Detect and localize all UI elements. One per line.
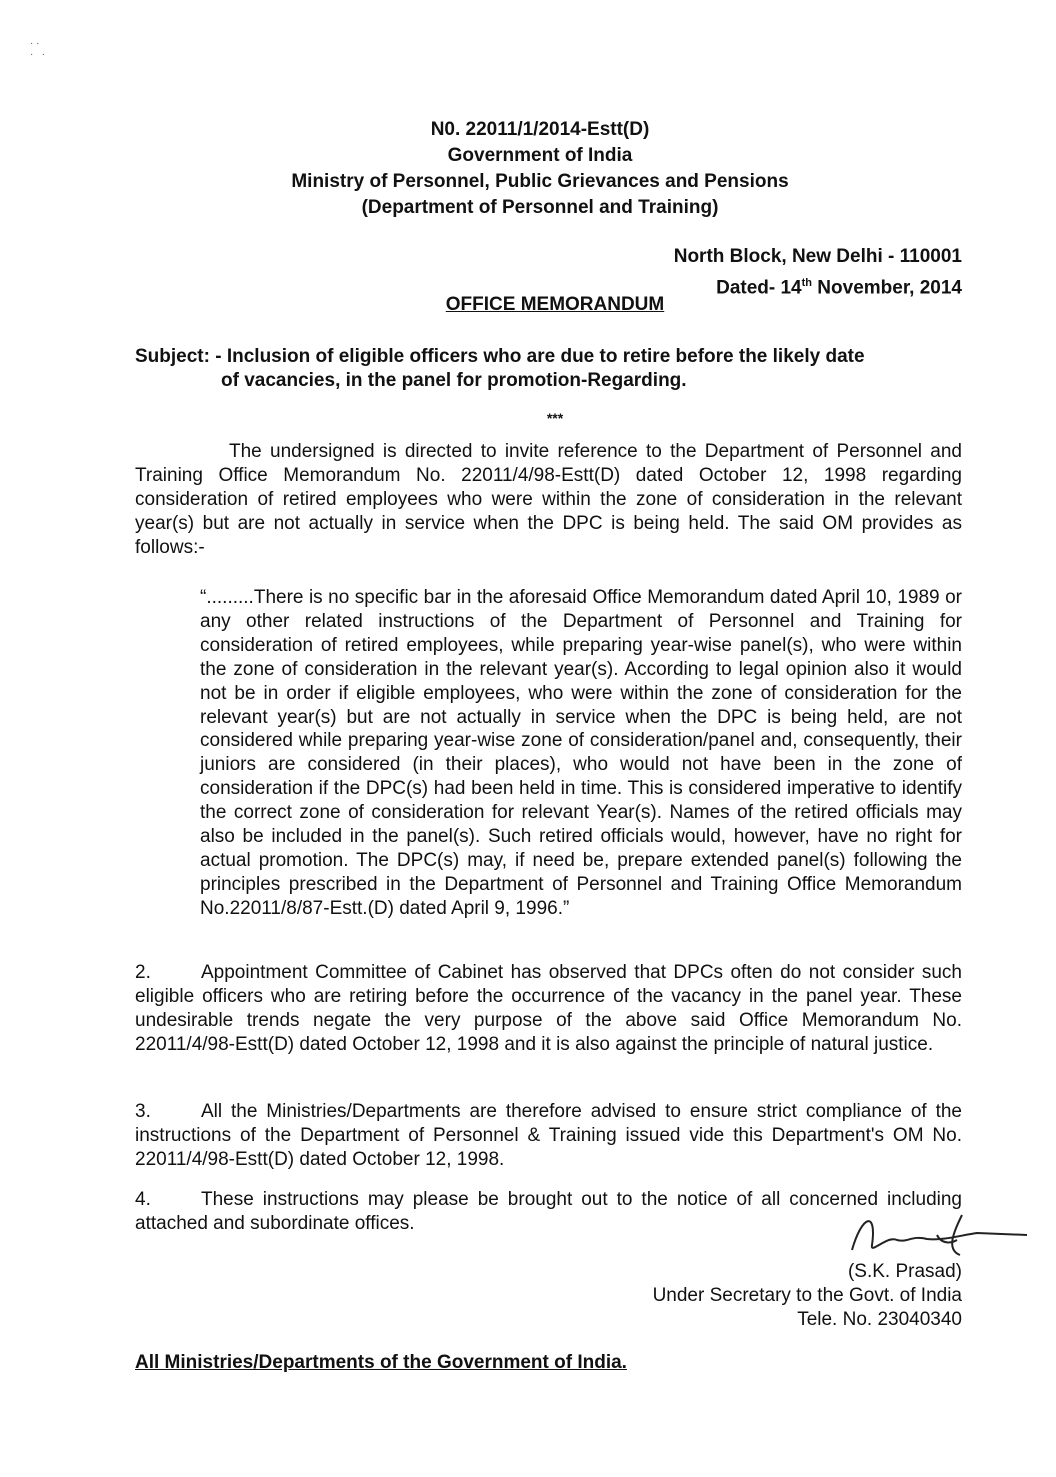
addressee: All Ministries/Departments of the Government of India. — [135, 1352, 627, 1373]
signature-image — [842, 1205, 1032, 1265]
place-date — [674, 244, 962, 301]
signature-block — [653, 1260, 962, 1332]
quoted-text: “.........There is no specific bar in the aforesaid Office Memorandum dated April 10, 1989 or any other related instructions of the Department of Personnel and Training for consideration of retired employees, while preparing year-wise panel(s), who were within the zone of consideration in the relevant year(s). According to legal opinion also it would not be in order if eligible employees, who were within the zone of consideration for the relevant year(s) but are not actually in service when the DPC is being held, are not considered while preparing year-wise zone of consideration/panel and, consequently, their juniors are considered (in their places), who would not have been in the zone of consideration if the DPC(s) had been held in time. This is considered imperative to identify the correct zone of consideration for relevant Year(s). Names of the retired officials may also be included in the panel(s). Such retired officials would, however, have no right for actual promotion. The DPC(s) may, if need be, prepare extended panel(s) following the principles prescribed in the Department of Personnel and Training Office Memorandum No.22011/8/87-Estt.(D) dated April 9, 1996.” — [200, 587, 962, 919]
place: North Block, New Delhi - 110001 — [673, 246, 962, 267]
signatory-designation: Under Secretary to the Govt. of India — [652, 1285, 962, 1306]
letterhead — [0, 117, 1056, 221]
scan-specks: · · · · — [30, 38, 45, 60]
paragraph-1: The undersigned is directed to invite reference to the Department of Personnel and Training Office Memorandum No. 22011/4/98-Estt(D) dated October 12, 1998 regarding consideration of retired employees who were within the zone of consideration in the relevant year(s) but are not actually in service when the DPC is being held. The said OM provides as follows:- — [135, 441, 962, 558]
department: (Department of Personnel and Training) — [361, 197, 719, 218]
paragraph-4: 4. These instructions may please be brought out to the notice of all concerned including attached and subordinate offices. — [135, 1189, 962, 1234]
signatory-name: (S.K. Prasad) — [847, 1261, 962, 1282]
subject: Subject: - Inclusion of eligible officers who are due to retire before the likely date of vacancies, in the panel for promotion-Regarding. — [135, 346, 865, 391]
subject-label: Subject: - — [135, 346, 227, 367]
memo-number: N0. 22011/1/2014-Estt(D) — [430, 119, 650, 140]
date: Dated- 14th November, 2014 — [716, 277, 962, 299]
government: Government of India — [447, 145, 633, 166]
ministry: Ministry of Personnel, Public Grievances and Pensions — [291, 171, 789, 192]
paragraph-2: 2. Appointment Committee of Cabinet has observed that DPCs often do not consider such eligible officers who are retiring before the occurrence of the vacancy in the panel year. These undesirable trends negate the very purpose of the above said Office Memorandum No. 22011/4/98-Estt(D) dated October 12, 1998 and it is also against the principle of natural justice. — [135, 962, 962, 1055]
signatory-phone: Tele. No. 23040340 — [797, 1309, 962, 1330]
separator: *** — [546, 410, 564, 426]
paragraph-3: 3. All the Ministries/Departments are therefore advised to ensure strict compliance of the instructions of the Department of Personnel & Training issued vide this Department's OM No. 22011/4/98-Estt(D) dated October 12, 1998. — [135, 1101, 962, 1170]
document-title: OFFICE MEMORANDUM — [445, 294, 665, 315]
